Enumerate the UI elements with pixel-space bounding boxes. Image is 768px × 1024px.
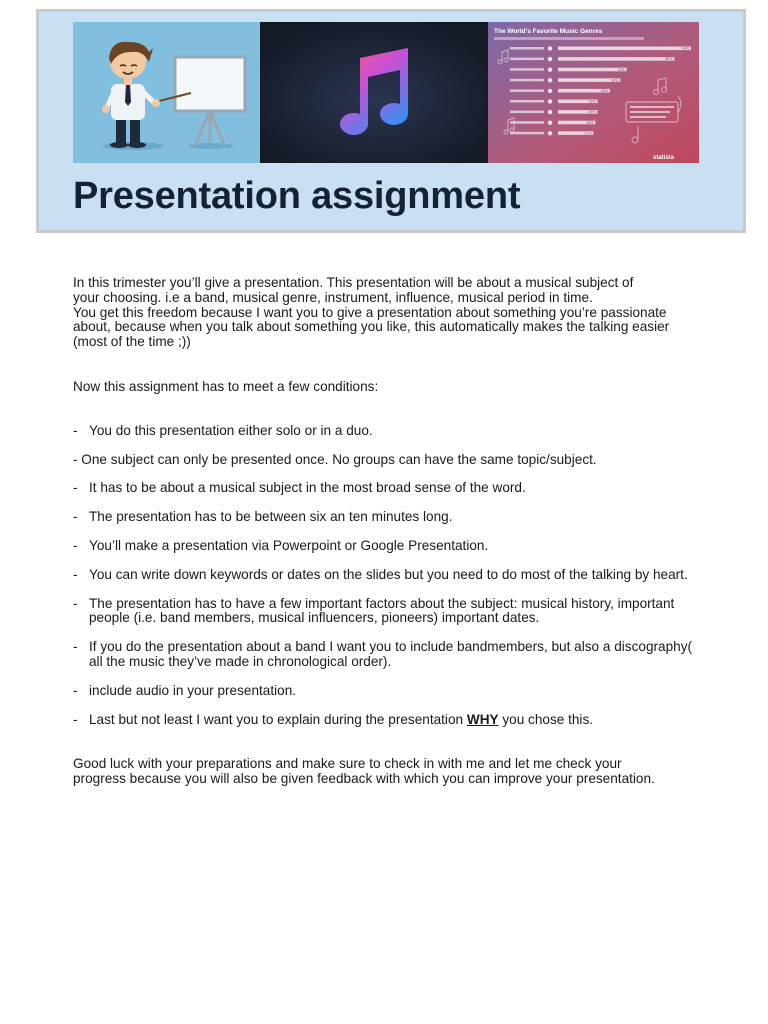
chart-subtitle-line xyxy=(494,37,644,40)
conditions-list xyxy=(73,424,703,728)
chart-category-icon xyxy=(548,99,552,103)
chart-bar xyxy=(558,68,627,72)
chart-value-label: 33% xyxy=(617,67,625,72)
header-banner xyxy=(36,9,746,233)
condition-item: - You do this presentation either solo or in a duo. xyxy=(73,422,373,438)
condition-item: - You’ll make a presentation via Powerpoint or Google Presentation. xyxy=(73,537,489,553)
music-app-graphic xyxy=(260,22,488,163)
chart-category-label xyxy=(510,132,544,135)
chart-bar xyxy=(558,57,674,61)
condition-item: - If you do the presentation about a band I want you to include bandmembers, but also a discography( all the music they’ve made in chronological order). xyxy=(73,639,693,669)
assignment-body xyxy=(73,276,703,787)
condition-item: - It has to be about a musical subject in the most broad sense of the word. xyxy=(73,480,526,496)
intro-paragraph: You get this freedom because I want you to give a presentation about something you’re passionate about, because when you talk about something you like, this automatically makes the talking easier (most of the time ;)) xyxy=(73,304,670,350)
condition-item: - Last but not least I want you to explain during the presentation WHY you chose this. xyxy=(73,711,594,727)
chart-category-icon xyxy=(548,46,552,50)
condition-item: - You can write down keywords or dates on the slides but you need to do most of the talking by heart. xyxy=(73,566,688,582)
chart-category-icon xyxy=(548,110,552,114)
presenter-whiteboard-illustration xyxy=(73,22,260,163)
chart-category-icon xyxy=(548,57,552,61)
closing-paragraph xyxy=(73,757,703,787)
condition-item: - The presentation has to be between six an ten minutes long. xyxy=(73,509,453,525)
genre-bar-chart xyxy=(488,22,699,163)
intro-line-2: your choosing. i.e a band, musical genre, instrument, influence, musical period in time. xyxy=(73,289,593,305)
chart-category-icon xyxy=(548,89,552,93)
closing-line-1: Good luck with your preparations and make sure to check in with me and let me check your xyxy=(73,756,622,772)
why-emphasis: WHY xyxy=(466,711,499,727)
chart-category-icon xyxy=(548,78,552,82)
page-title: Presentation assignment xyxy=(73,175,521,217)
condition-item: - include audio in your presentation. xyxy=(73,682,297,698)
chart-bar xyxy=(558,47,691,51)
chart-title: The World's Favorite Music Genres xyxy=(494,28,603,35)
presenter-icon xyxy=(73,22,260,163)
conditions-intro: Now this assignment has to meet a few conditions: xyxy=(73,378,379,394)
chart-value-label: 19% xyxy=(588,110,596,115)
chart-category-label xyxy=(510,68,544,71)
chart-category-icon xyxy=(548,131,552,135)
chart-category-label xyxy=(510,111,544,114)
chart-category-label xyxy=(510,79,544,82)
chart-value-label: 19% xyxy=(588,99,596,104)
chart-category-label xyxy=(510,47,544,50)
chart-category-label xyxy=(510,100,544,103)
chart-value-label: 64% xyxy=(681,46,689,51)
chart-category-label xyxy=(510,121,544,124)
chart-category-label xyxy=(510,89,544,92)
chart-value-label: 56% xyxy=(665,57,673,62)
chart-category-icon xyxy=(548,121,552,125)
condition-item: - The presentation has to have a few important factors about the subject: musical history, important people (i.e. band members, musical influencers, pioneers) important dates. xyxy=(73,595,675,626)
closing-line-2: progress because you will also be given feedback with which you can improve your presentation. xyxy=(73,771,655,787)
chart-value-label: 30% xyxy=(611,78,619,83)
chart-category-icon xyxy=(548,68,552,72)
chart-source-logo: statista xyxy=(652,155,674,161)
music-genres-infographic xyxy=(488,22,699,163)
chart-value-label: 25% xyxy=(600,89,608,93)
intro-line-1: In this trimester you’ll give a presentation. This presentation will be about a musical subject of xyxy=(73,275,634,290)
condition-item: - One subject can only be presented once. No groups can have the same topic/subject. xyxy=(73,451,597,467)
chart-category-label xyxy=(510,58,544,61)
chart-value-label: 18% xyxy=(586,120,594,125)
music-note-icon xyxy=(260,22,488,163)
chart-value-label: 17% xyxy=(584,131,592,136)
